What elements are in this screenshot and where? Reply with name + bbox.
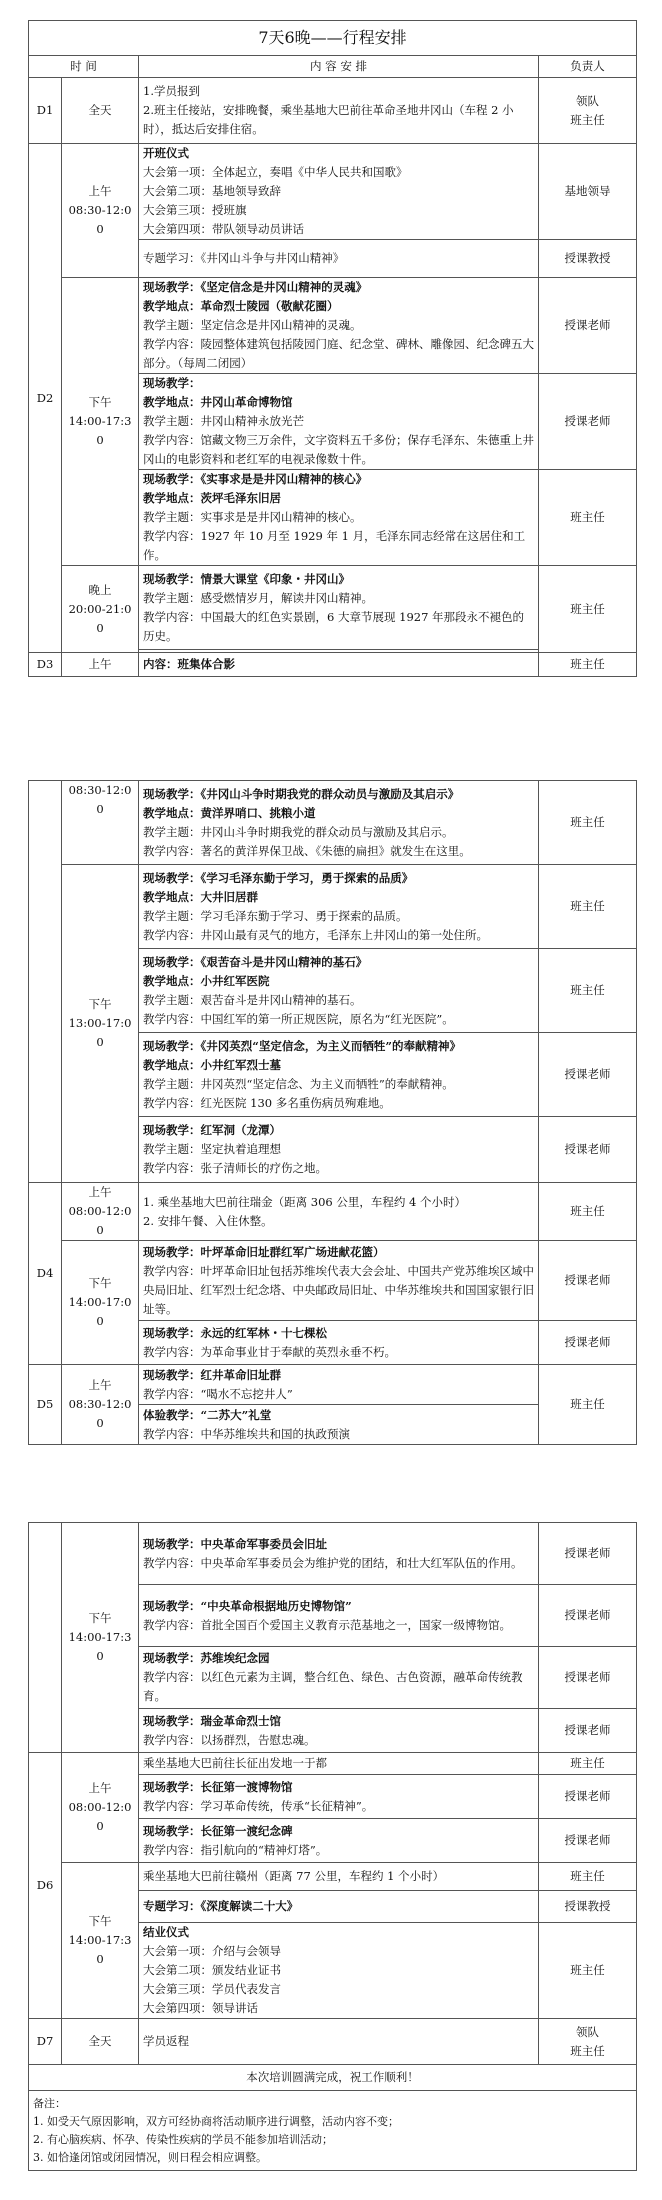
note-item: 2. 有心脑疾病、怀孕、传染性疾病的学员不能参加培训活动；: [33, 2132, 333, 2146]
time-slot: 下午 14:00-17:30: [62, 278, 139, 566]
owner-cell: 授课老师: [539, 278, 637, 374]
header-time: 时 间: [29, 56, 139, 78]
owner-cell: 授课老师: [539, 1033, 637, 1117]
time-slot: 下午 14:00-17:30: [62, 1863, 139, 2019]
owner-cell: 授课老师: [539, 374, 637, 470]
owner-cell: 授课老师: [539, 1647, 637, 1709]
activity-cell: 现场教学：《坚定信念是井冈山精神的灵魂》 教学地点：革命烈士陵园（敬献花圈） 教学主题：坚定信念是井冈山精神的灵魂。 教学内容：陵园整体建筑包括陵园门庭、纪念堂、碑林、雕像园、纪念碑五大部分。（每周二闭园）: [139, 278, 539, 374]
owner-name: 班主任: [570, 112, 605, 127]
owner-cell: 班主任: [539, 1365, 637, 1445]
activity-cell: 现场教学：《艰苦奋斗是井冈山精神的基石》 教学地点：小井红军医院 教学主题：艰苦奋斗是井冈山精神的基石。 教学内容：中国红军的第一所正规医院，原名为“红光医院”。: [139, 949, 539, 1033]
activity-cell: 现场教学：永远的红军林・十七棵松 教学内容：为革命事业甘于奉献的英烈永垂不朽。: [139, 1321, 539, 1365]
owner-name: 领队: [576, 93, 599, 108]
time-slot: 上午: [62, 653, 139, 677]
time-slot: 全天: [62, 78, 139, 144]
day-label: [29, 781, 62, 1183]
note-item: 1. 如受天气原因影响，双方可经协商将活动顺序进行调整，活动内容不变；: [33, 2114, 399, 2128]
owner-cell: 基地领导: [539, 144, 637, 240]
owner-cell: 授课老师: [539, 1709, 637, 1753]
activity-cell: 开班仪式 大会第一项：全体起立，奏唱《中华人民共和国歌》 大会第二项：基地领导致辞 大会第三项：授班旗 大会第四项：带队领导动员讲话: [139, 144, 539, 240]
activity-cell: 乘坐基地大巴前往长征出发地一于都: [139, 1753, 539, 1775]
owner-cell: 班主任: [539, 566, 637, 653]
owner-cell: 授课老师: [539, 1321, 637, 1365]
day-label: D1: [29, 78, 62, 144]
activity-cell: 现场教学：叶坪革命旧址群红军广场进献花篮） 教学内容：叶坪革命旧址包括苏维埃代表大会会址、中国共产党苏维埃区域中央局旧址、红军烈士纪念塔、中央邮政局旧址、中华苏维埃共和国国家银行旧址等。: [139, 1241, 539, 1321]
day-label: D7: [29, 2019, 62, 2065]
time-slot: 全天: [62, 2019, 139, 2065]
activity-cell: 现场教学：长征第一渡博物馆 教学内容：学习革命传统，传承“长征精神”。: [139, 1775, 539, 1819]
owner-cell: 授课老师: [539, 1523, 637, 1585]
activity-cell: 现场教学：《井冈山斗争时期我党的群众动员与激励及其启示》 教学地点：黄洋界哨口、挑粮小道 教学主题：井冈山斗争时期我党的群众动员与激励及其启示。 教学内容：著名的黄洋界保卫战、《朱德的扁担》就发生在这里。: [139, 781, 539, 865]
owner-cell: 班主任: [539, 1183, 637, 1241]
activity-cell: 1. 乘坐基地大巴前往瑞金（距离 306 公里，车程约 4 个小时） 2. 安排午餐、入住休整。: [139, 1183, 539, 1241]
activity-cell: 现场教学：《实事求是是井冈山精神的核心》 教学地点：茨坪毛泽东旧居 教学主题：实事求是是井冈山精神的核心。 教学内容：1927 年 10 月至 1929 年 1 月，毛泽东同志经常在这居住和工作。: [139, 470, 539, 566]
owner-cell: 授课老师: [539, 1775, 637, 1819]
day-label: D3: [29, 653, 62, 677]
activity-cell: 学员返程: [139, 2019, 539, 2065]
owner-cell: 班主任: [539, 1923, 637, 2019]
day-label: [29, 1523, 62, 1753]
closing-message: 本次培训圆满完成，祝工作顺利！: [29, 2065, 637, 2091]
time-slot: 下午 14:00-17:00: [62, 1241, 139, 1365]
owner-cell: 班主任: [539, 781, 637, 865]
time-slot: 08:30-12:00: [62, 781, 139, 865]
notes-title: 备注：: [33, 2096, 66, 2110]
time-slot: 上午 08:30-12:00: [62, 144, 139, 278]
activity-cell: 现场教学：红井革命旧址群 教学内容：“喝水不忘挖井人”: [139, 1365, 539, 1405]
activity-cell: 现场教学：瑞金革命烈士馆 教学内容：以扬群烈，告慰忠魂。: [139, 1709, 539, 1753]
activity-line: 1.学员报到: [143, 84, 200, 98]
owner-cell: 班主任: [539, 1863, 637, 1891]
activity-cell: 现场教学：中央革命军事委员会旧址 教学内容：中央革命军事委员会为维护党的团结，和壮大红军队伍的作用。: [139, 1523, 539, 1585]
activity-cell: 现场教学：《学习毛泽东勤于学习，勇于探索的品质》 教学地点：大井旧居群 教学主题：学习毛泽东勤于学习、勇于探索的品质。 教学内容：井冈山最有灵气的地方，毛泽东上井冈山的第一处住所。: [139, 865, 539, 949]
activity-cell: [139, 78, 539, 144]
activity-cell: 现场教学：情景大课堂《印象・井冈山》 教学主题：感受燃情岁月，解读井冈山精神。 教学内容：中国最大的红色实景剧，6 大章节展现 1927 年那段永不褪色的历史。: [139, 566, 539, 650]
day-label: D2: [29, 144, 62, 653]
owner-cell: 授课教授: [539, 240, 637, 278]
activity-cell: 现场教学：《井冈英烈“坚定信念，为主义而牺牲”的奉献精神》 教学地点：小井红军烈士墓 教学主题：井冈英烈“坚定信念、为主义而牺牲”的奉献精神。 教学内容：红光医院 130 多名重伤病员殉难地。: [139, 1033, 539, 1117]
page-title: 7天6晚——行程安排: [29, 21, 637, 56]
day-label: D5: [29, 1365, 62, 1445]
note-item: 3. 如恰逢闭馆或闭园情况，则日程会相应调整。: [33, 2150, 267, 2164]
owner-cell: 班主任: [539, 470, 637, 566]
notes-section: [29, 2091, 637, 2171]
owner-cell: 班主任: [539, 949, 637, 1033]
activity-cell: 体验教学：“二苏大”礼堂 教学内容：中华苏维埃共和国的执政预演: [139, 1405, 539, 1445]
activity-cell: 现场教学：红军洞（龙潭） 教学主题：坚定执着追理想 教学内容：张子清师长的疗伤之地。: [139, 1117, 539, 1183]
activity-line: 2.班主任接站，安排晚餐，乘坐基地大巴前往革命圣地井冈山（车程 2 小时），抵达后安排住宿。: [143, 103, 514, 136]
schedule-table-part-2: [28, 780, 637, 1445]
header-content: 内 容 安 排: [139, 56, 539, 78]
activity-cell: 现场教学： 教学地点：井冈山革命博物馆 教学主题：井冈山精神永放光芒 教学内容：馆藏文物三万余件，文字资料五千多份；保存毛泽东、朱德重上井冈山的电影资料和老红军的电视录像数十件。: [139, 374, 539, 470]
owner-cell: 领队 班主任: [539, 2019, 637, 2065]
owner-cell: 授课老师: [539, 1585, 637, 1647]
owner-cell: 授课老师: [539, 1819, 637, 1863]
owner-cell: 授课老师: [539, 1117, 637, 1183]
activity-cell: 现场教学：“中央革命根据地历史博物馆” 教学内容：首批全国百个爱国主义教育示范基地之一，国家一级博物馆。: [139, 1585, 539, 1647]
activity-cell: 现场教学：苏维埃纪念园 教学内容：以红色元素为主调，整合红色、绿色、古色资源，融革命传统教育。: [139, 1647, 539, 1709]
time-slot: 下午 13:00-17:00: [62, 865, 139, 1183]
time-slot: 晚上 20:00-21:00: [62, 566, 139, 653]
owner-cell: 班主任: [539, 653, 637, 677]
owner-cell: [539, 78, 637, 144]
schedule-table-part-3: [28, 1522, 637, 2171]
activity-cell: 结业仪式 大会第一项：介绍与会领导 大会第二项：颁发结业证书 大会第三项：学员代表发言 大会第四项：领导讲话: [139, 1923, 539, 2019]
activity-cell: 内容：班集体合影: [139, 653, 539, 677]
owner-cell: 班主任: [539, 1753, 637, 1775]
activity-cell: 专题学习：《井冈山斗争与井冈山精神》: [139, 240, 539, 278]
time-slot: 下午 14:00-17:30: [62, 1523, 139, 1753]
owner-cell: 授课教授: [539, 1891, 637, 1923]
day-label: D6: [29, 1753, 62, 2019]
owner-cell: 授课老师: [539, 1241, 637, 1321]
time-slot: 上午 08:00-12:00: [62, 1183, 139, 1241]
time-slot: 上午 08:30-12:00: [62, 1365, 139, 1445]
activity-cell: 现场教学：长征第一渡纪念碑 教学内容：指引航向的“精神灯塔”。: [139, 1819, 539, 1863]
activity-cell: 专题学习：《深度解读二十大》: [139, 1891, 539, 1923]
header-owner: 负责人: [539, 56, 637, 78]
activity-cell: 乘坐基地大巴前往赣州（距离 77 公里，车程约 1 个小时）: [139, 1863, 539, 1891]
time-slot: 上午 08:00-12:00: [62, 1753, 139, 1863]
schedule-table-part-1: [28, 20, 637, 677]
owner-cell: 班主任: [539, 865, 637, 949]
day-label: D4: [29, 1183, 62, 1365]
